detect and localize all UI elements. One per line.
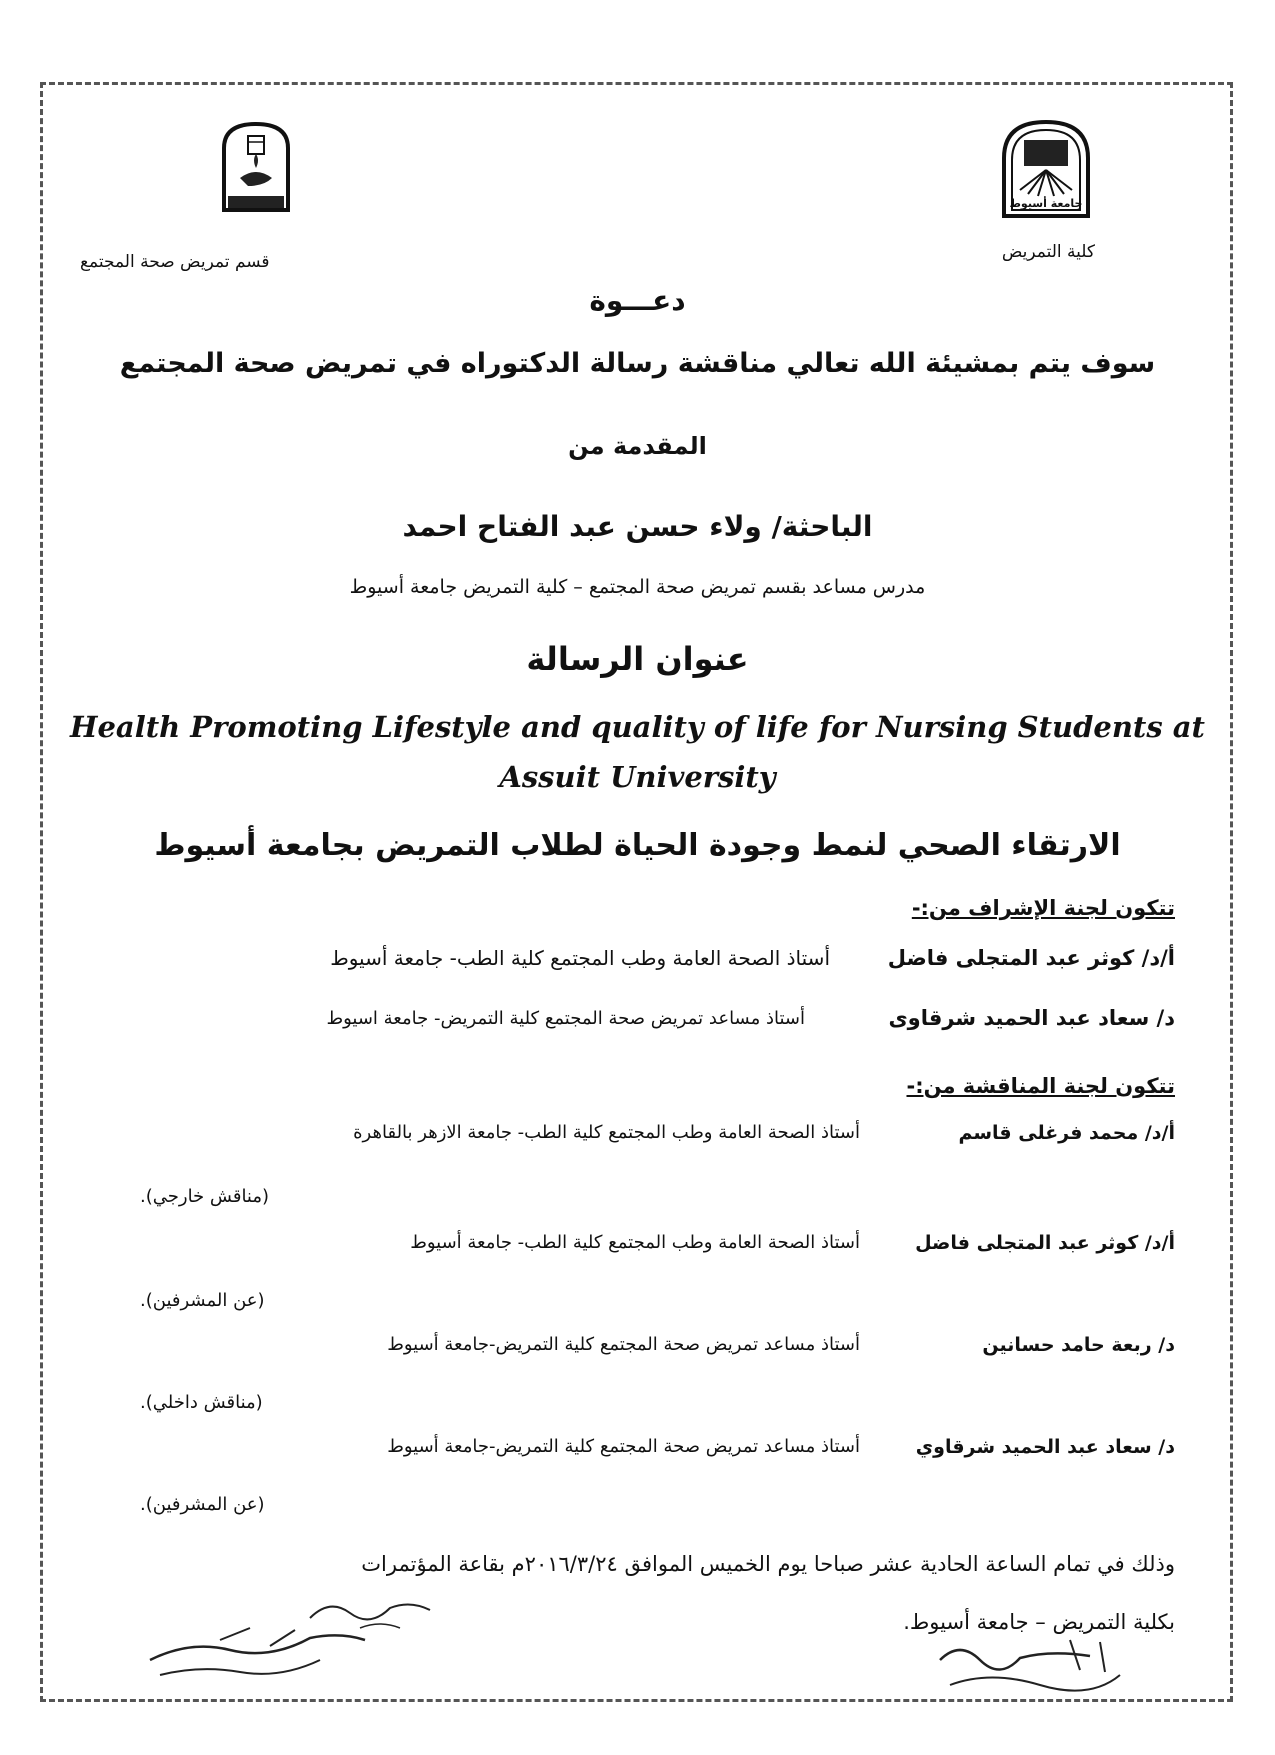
- handwritten-signature-left: [130, 1620, 380, 1690]
- examiner-title: أستاذ الصحة العامة وطب المجتمع كلية الطب- جامعة الازهر بالقاهرة: [353, 1122, 860, 1143]
- supervision-heading: تتكون لجنة الإشراف من:-: [911, 896, 1175, 920]
- page-border: [40, 82, 1233, 1702]
- examiner-role: (عن المشرفين).: [140, 1494, 265, 1515]
- invitation-title: دعـــوة: [589, 284, 686, 317]
- faculty-name: كلية التمريض: [1001, 242, 1095, 262]
- researcher-position: مدرس مساعد بقسم تمريض صحة المجتمع – كلية التمريض جامعة أسيوط: [349, 576, 926, 598]
- examiner-name: أ/د/ محمد فرغلى قاسم: [958, 1122, 1175, 1144]
- department-logo: [218, 118, 294, 218]
- closing-line2: بكلية التمريض – جامعة أسيوط.: [903, 1610, 1175, 1634]
- thesis-heading: عنوان الرسالة: [526, 640, 749, 678]
- supervisor-name: أ/د/ كوثر عبد المتجلى فاضل: [887, 946, 1175, 970]
- examiner-title: أستاذ مساعد تمريض صحة المجتمع كلية التمريض-جامعة أسيوط: [387, 1436, 860, 1457]
- examiner-role: (عن المشرفين).: [140, 1290, 265, 1311]
- examiner-name: د/ سعاد عبد الحميد شرقاوي: [915, 1436, 1175, 1458]
- examiner-role: (مناقش داخلي).: [140, 1392, 263, 1413]
- thesis-title-en-line2: Assuit University: [499, 760, 776, 794]
- presented-by: المقدمة من: [568, 432, 707, 460]
- supervisor-title: أستاذ مساعد تمريض صحة المجتمع كلية التمريض- جامعة اسيوط: [326, 1008, 805, 1029]
- examiner-name: أ/د/ كوثر عبد المتجلى فاضل: [915, 1232, 1175, 1254]
- closing-line1: وذلك في تمام الساعة الحادية عشر صباحا يوم الخميس الموافق ٢٠١٦/٣/٢٤م بقاعة المؤتمرات: [361, 1552, 1175, 1576]
- thesis-title-ar: الارتقاء الصحي لنمط وجودة الحياة لطلاب التمريض بجامعة أسيوط: [154, 828, 1121, 863]
- invitation-intro: سوف يتم بمشيئة الله تعالي مناقشة رسالة الدكتوراه في تمريض صحة المجتمع: [119, 348, 1156, 379]
- supervisor-title: أستاذ الصحة العامة وطب المجتمع كلية الطب- جامعة أسيوط: [330, 946, 830, 970]
- examination-heading: تتكون لجنة المناقشة من:-: [906, 1074, 1175, 1098]
- faculty-logo-text: جامعة أسيوط: [1009, 197, 1083, 210]
- faculty-logo: [1000, 118, 1092, 218]
- researcher-name: الباحثة/ ولاء حسن عبد الفتاح احمد: [402, 510, 873, 543]
- supervisor-name: د/ سعاد عبد الحميد شرقاوى: [888, 1006, 1175, 1030]
- handwritten-signature-right: [920, 1630, 1150, 1700]
- examiner-role: (مناقش خارجي).: [140, 1186, 270, 1207]
- examiner-title: أستاذ الصحة العامة وطب المجتمع كلية الطب- جامعة أسيوط: [410, 1232, 860, 1253]
- thesis-title-en-line1: Health Promoting Lifestyle and quality of life for Nursing Students at: [70, 710, 1205, 744]
- examiner-name: د/ ربعة حامد حسانين: [982, 1334, 1175, 1356]
- examiner-title: أستاذ مساعد تمريض صحة المجتمع كلية التمريض-جامعة أسيوط: [387, 1334, 860, 1355]
- department-name: قسم تمريض صحة المجتمع: [80, 252, 270, 272]
